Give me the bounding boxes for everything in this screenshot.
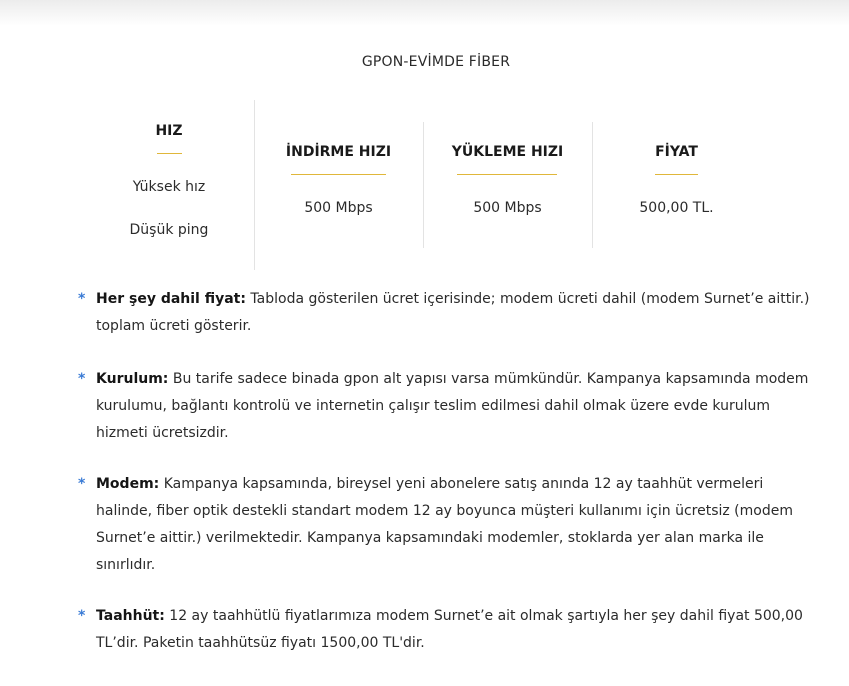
column-indirme-hizi [254, 122, 423, 248]
note-body: 12 ay taahhütlü fiyatlarımıza modem Surnet’e ait olmak şartıyla her şey dahil fiyat 500,00 TL’dir. Paketin taahhütsüz fiyatı 1500,00 TL'dir. [96, 608, 803, 651]
column-header-fiyat: FİYAT [655, 144, 698, 160]
note-title: Taahhüt: [96, 608, 165, 624]
cell-yuksek-hiz: Yüksek hız [132, 179, 206, 195]
cell-dusuk-ping: Düşük ping [129, 222, 209, 238]
note-body: Kampanya kapsamında, bireysel yeni abonelere satış anında 12 ay taahhüt vermeleri halinde, fiber optik destekli standart modem 12 ay boyunca müşteri kullanımı için ücretsiz (modem Surnet’e aittir.) verilmektedir. Kampanya kapsamındaki modemler, stoklarda yer alan marka ile sınırlıdır. [96, 476, 793, 573]
note-title: Kurulum: [96, 371, 169, 387]
header-underline [457, 174, 557, 175]
page-title: GPON-EVİMDE FİBER [361, 54, 511, 70]
cell-indirme-value: 500 Mbps [304, 200, 373, 216]
asterisk-bullet: * [78, 608, 86, 624]
header-underline [157, 153, 182, 154]
asterisk-bullet: * [78, 476, 86, 492]
note-text [96, 366, 813, 447]
note-title: Her şey dahil fiyat: [96, 291, 246, 307]
column-yukleme-hizi [423, 122, 592, 248]
column-header-hiz: HIZ [155, 123, 183, 139]
note-body: Bu tarife sadece binada gpon alt yapısı varsa mümkündür. Kampanya kapsamında modem kurulumu, bağlantı kontrolü ve internetin çalışır teslim edilmesi dahil olmak üzere evde kurulum hizmeti ücretsizdir. [96, 371, 809, 441]
note-text [96, 603, 813, 657]
column-header-indirme-hizi: İNDİRME HIZI [285, 144, 392, 160]
note-text [96, 286, 813, 340]
column-hiz [84, 100, 254, 270]
cell-fiyat-value: 500,00 TL. [639, 200, 714, 216]
note-body: Tabloda gösterilen ücret içerisinde; modem ücreti dahil (modem Surnet’e aittir.) toplam ücreti gösterir. [96, 291, 810, 334]
asterisk-bullet: * [78, 291, 86, 307]
cell-yukleme-value: 500 Mbps [473, 200, 542, 216]
note-text [96, 471, 813, 579]
pricing-table [84, 100, 764, 270]
header-underline [655, 174, 698, 175]
header-underline [291, 174, 386, 175]
column-fiyat [592, 122, 761, 248]
header-shadow [0, 0, 849, 26]
column-header-yukleme-hizi: YÜKLEME HIZI [451, 144, 564, 160]
note-title: Modem: [96, 476, 160, 492]
asterisk-bullet: * [78, 371, 86, 387]
